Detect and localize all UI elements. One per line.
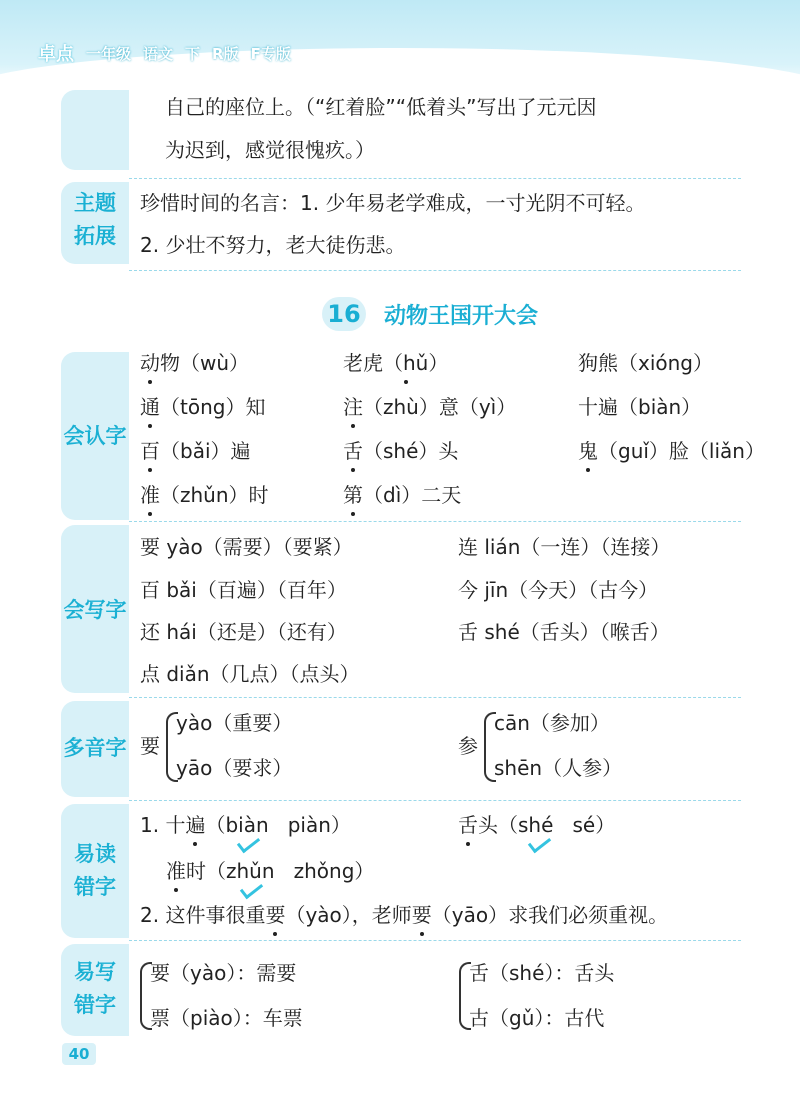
misread-item-2: 舌头（shé sé） [458, 810, 615, 840]
poly-left-char: 要 [140, 734, 160, 758]
poly-right-char: 参 [458, 734, 478, 758]
write-label: 会写字 [63, 598, 127, 622]
write-item: 还 hái（还是）（还有） [140, 620, 347, 644]
write-item: 百 bǎi（百遍）（百年） [140, 578, 347, 602]
recognize-item: 注（zhù）意（yì） [343, 392, 516, 422]
recognize-item: 百（bǎi）遍 [140, 436, 251, 466]
miswrite-right-1: 舌（shé）：舌头 [469, 961, 615, 985]
poly-label: 多音字 [63, 736, 127, 760]
header-volume: 下 [185, 44, 201, 63]
recognize-item: 第（dì）二天 [343, 480, 461, 510]
miswrite-left-1: 要（yào）：需要 [150, 961, 297, 985]
write-item: 连 lián（一连）（连接） [458, 535, 671, 559]
theme-label: 主题 拓展 [74, 191, 116, 248]
divider [129, 697, 741, 698]
header-special: F专版 [250, 44, 291, 63]
write-item: 要 yào（需要）（要紧） [140, 535, 353, 559]
recognize-item: 老虎（hǔ） [343, 348, 448, 378]
write-item: 点 diǎn（几点）（点头） [140, 662, 360, 686]
miswrite-label: 易写 错字 [74, 960, 116, 1017]
write-item: 今 jīn（今天）（古今） [458, 578, 659, 602]
theme-line-1: 珍惜时间的名言：1. 少年易老学难成，一寸光阴不可轻。 [140, 191, 646, 215]
poly-right-reading-2: shēn（人参） [494, 756, 623, 780]
lesson-title [322, 297, 538, 331]
page-number: 40 [62, 1043, 96, 1065]
miswrite-left-2: 票（piào）：车票 [150, 1006, 303, 1030]
miswrite-right-2: 古（gǔ）：古代 [469, 1006, 605, 1030]
theme-line-2: 2. 少壮不努力，老大徒伤悲。 [140, 233, 406, 257]
poly-left-reading-2: yāo（要求） [176, 756, 293, 780]
recognize-item: 鬼（guǐ）脸（liǎn） [578, 436, 765, 466]
poly-right-reading-1: cān（参加） [494, 711, 610, 735]
lesson-number: 16 [322, 297, 366, 331]
divider [129, 800, 741, 801]
lesson-name: 动物王国开大会 [384, 303, 539, 329]
misread-item-3: 准时（zhǔn zhǒng） [166, 856, 374, 886]
misread-label: 易读 错字 [74, 842, 116, 899]
divider [129, 178, 741, 179]
write-item: 舌 shé（舌头）（喉舌） [458, 620, 670, 644]
misread-item-4: 2. 这件事很重要（yào），老师要（yāo）求我们必须重视。 [140, 900, 668, 930]
recognize-item: 动物（wù） [140, 348, 249, 378]
prev-text-line-2: 为迟到，感觉很愧疚。） [165, 138, 375, 162]
header-grade: 一年级 [86, 44, 132, 63]
recognize-item: 狗熊（xióng） [578, 351, 713, 375]
recognize-item: 舌（shé）头 [343, 436, 458, 466]
divider [129, 940, 741, 941]
divider [129, 270, 741, 271]
misread-item-1: 1. 十遍（biàn piàn） [140, 810, 351, 840]
prev-text-line-1: 自己的座位上。（“红着脸”“低着头”写出了元元因 [165, 95, 597, 119]
recognize-item: 十遍（biàn） [578, 395, 702, 419]
divider [129, 521, 741, 522]
poly-left-reading-1: yào（重要） [176, 711, 293, 735]
recognize-item: 通（tōng）知 [140, 392, 265, 422]
page-header [38, 40, 291, 66]
recognize-item: 准（zhǔn）时 [140, 480, 269, 510]
header-subject: 语文 [143, 44, 174, 63]
brand-logo: 卓点 [38, 44, 74, 65]
header-edition: R版 [212, 44, 239, 63]
prev-section-label-column [61, 90, 129, 170]
recognize-label: 会认字 [63, 424, 127, 448]
